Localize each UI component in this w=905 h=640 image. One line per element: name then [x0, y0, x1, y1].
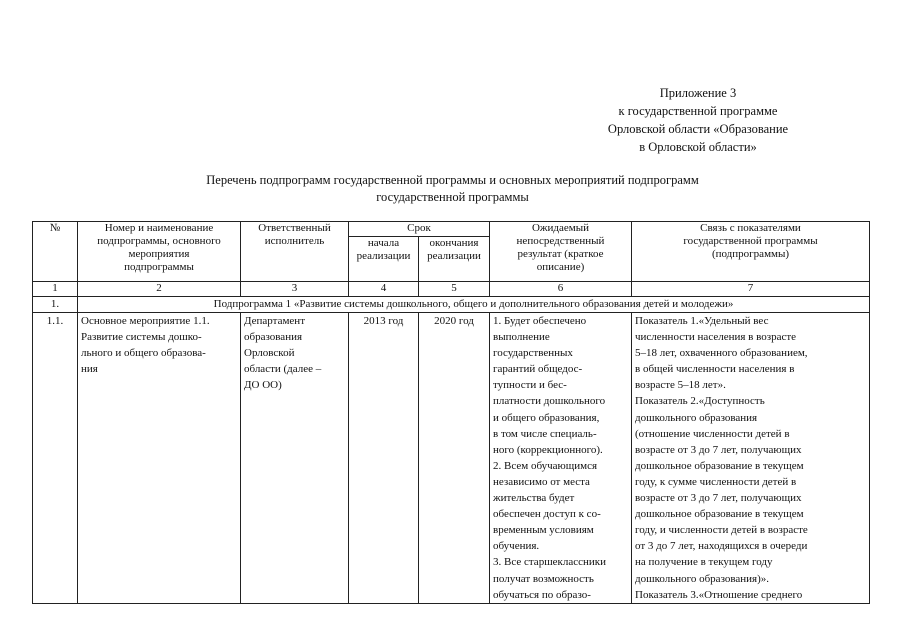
column-number: 3 — [241, 282, 349, 297]
header-no: № — [33, 222, 78, 282]
subprogram-title: Подпрограмма 1 «Развитие системы дошкольного, общего и дополнительного образования детей и молодежи» — [78, 297, 870, 313]
column-number-row — [33, 282, 870, 297]
header-link: Связь с показателями государственной программы (подпрограммы) — [632, 222, 870, 282]
column-number: 2 — [78, 282, 241, 297]
column-number: 7 — [632, 282, 870, 297]
row-end: 2020 год — [419, 313, 490, 604]
row-executor: Департамент образования Орловской области (далее – ДО ОО) — [241, 313, 349, 604]
subprogram-row — [33, 297, 870, 313]
column-number: 4 — [349, 282, 419, 297]
row-name: Основное мероприятие 1.1. Развитие системы дошко- льного и общего образова- ния — [78, 313, 241, 604]
appendix-line: в Орловской области» — [639, 140, 757, 154]
header-executor: Ответственный исполнитель — [241, 222, 349, 282]
table-row — [33, 313, 870, 604]
appendix-line: Орловской области «Образование — [607, 122, 789, 136]
appendix-block — [578, 84, 818, 156]
header-name: Номер и наименование подпрограммы, основного мероприятия подпрограммы — [78, 222, 241, 282]
subprogram-number: 1. — [33, 297, 78, 313]
header-term: Срок — [349, 222, 490, 237]
programs-table — [32, 221, 870, 604]
header-result: Ожидаемый непосредственный результат (краткое описание) — [490, 222, 632, 282]
row-number: 1.1. — [33, 313, 78, 604]
column-number: 1 — [33, 282, 78, 297]
column-number: 5 — [419, 282, 490, 297]
row-start: 2013 год — [349, 313, 419, 604]
header-start: начала реализации — [349, 237, 419, 282]
header-end: окончания реализации — [419, 237, 490, 282]
row-result: 1. Будет обеспечено выполнение государственных гарантий общедос- тупности и бес- платности дошкольного и общего образования, в том числе специаль- ного (коррекционного). 2. Всем обучающимся независимо от места жительства будет обеспечен доступ к со- временным условиям обучения. 3. Все старшеклассники получат возможность обучаться по образо- — [490, 313, 632, 604]
appendix-line: Приложение 3 — [659, 86, 737, 100]
row-indicator-link: Показатель 1.«Удельный вес численности населения в возрасте 5–18 лет, охваченного образованием, в общей численности населения в возрасте 5–18 лет». Показатель 2.«Доступность дошкольного образования (отношение численности детей в возрасте от 3 до 7 лет, получающих дошкольное образование в текущем году, к сумме численности детей в возрасте от 3 до 7 лет, получающих дошкольное образование в текущем году, и численности детей в возрасте от 3 до 7 лет, находящихся в очереди на получение в текущем году дошкольного образования)». Показатель 3.«Отношение среднего — [632, 313, 870, 604]
title-line: Перечень подпрограмм государственной программы и основных мероприятий подпрограмм — [206, 173, 699, 187]
title-line: государственной программы — [376, 190, 529, 204]
document-title — [100, 172, 805, 206]
column-number: 6 — [490, 282, 632, 297]
header-row — [33, 222, 870, 237]
appendix-line: к государственной программе — [618, 104, 778, 118]
